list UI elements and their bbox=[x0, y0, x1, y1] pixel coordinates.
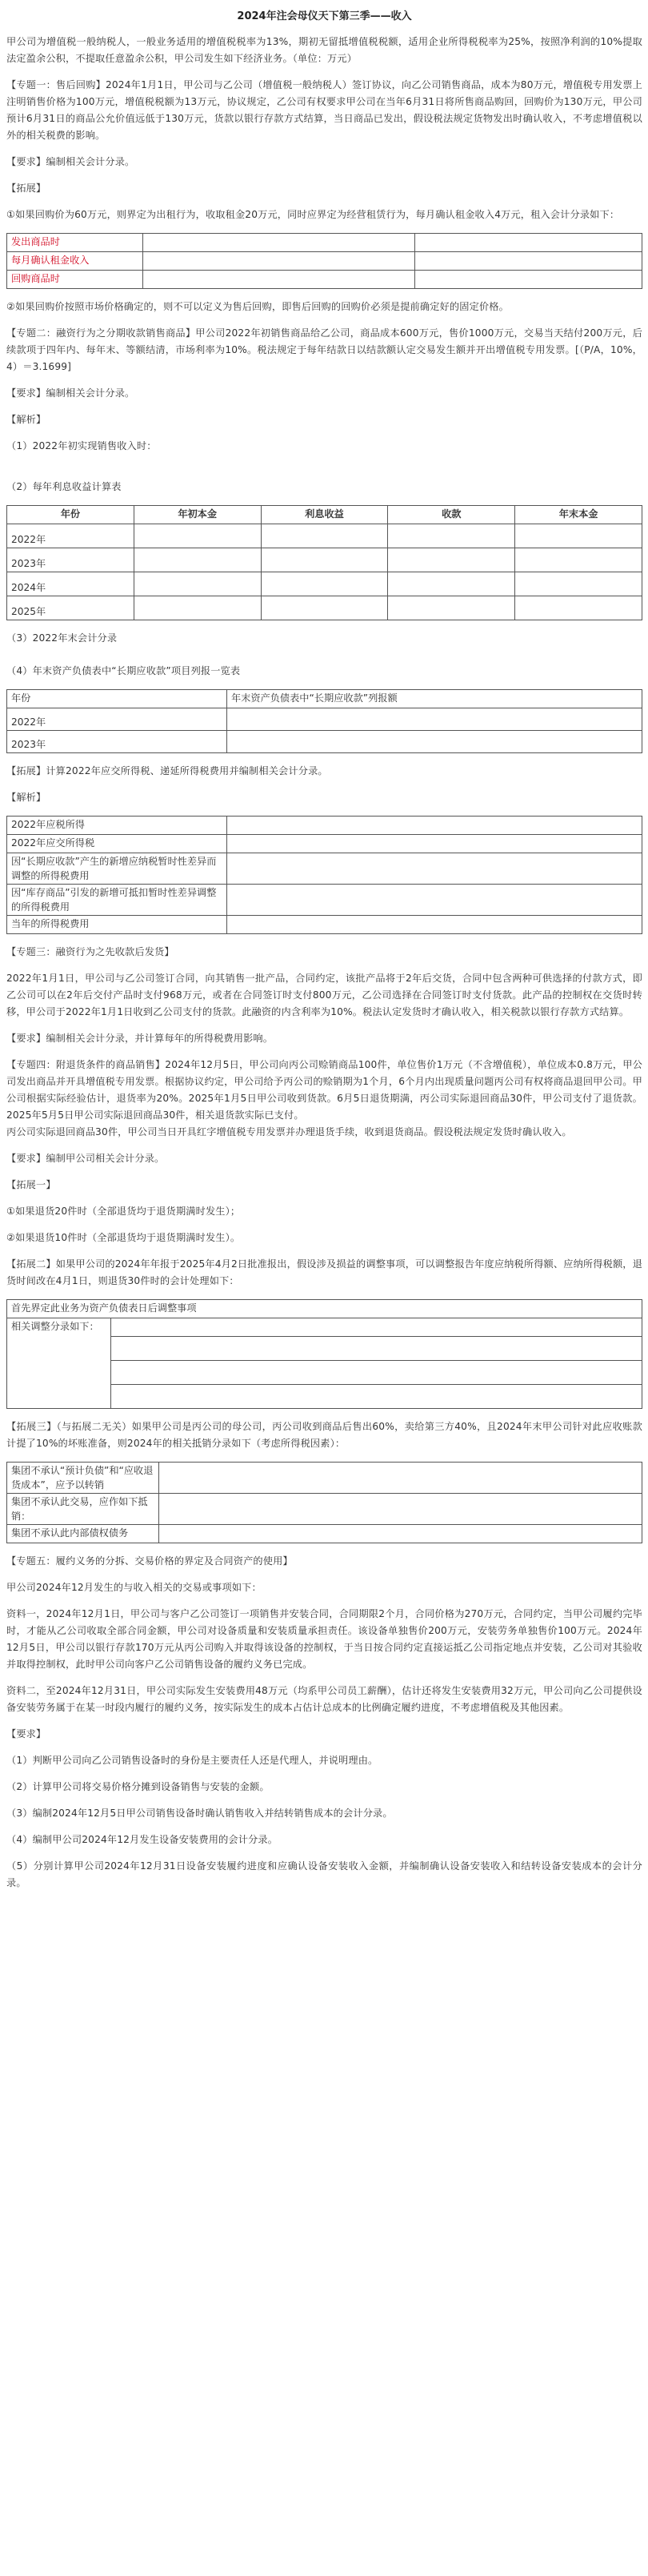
column-header: 年末本金 bbox=[515, 506, 642, 524]
document bbox=[6, 0, 642, 1901]
topic3-paragraph: 2022年1月1日，甲公司与乙公司签订合同，向其销售一批产品，合同约定，该批产品将于2年后交货，合同中包含两种可供选择的付款方式，即乙公司可以在2年后交付产品时支付968万元，或者在合同签订时支付800万元，乙公司选择在合同签订时支付货款。此产品的控制权在交货时转移，甲公司于2022年1月1日收到乙公司支付的货款。此融资的内含利率为10%。税法认定发货时才确认收入，相关税款以银行存款方式结算。 bbox=[6, 973, 642, 1017]
topic5-material1: 资料一，2024年12月1日，甲公司与客户乙公司签订一项销售并安装合同，合同期限2个月，合同价格为270万元，合同约定，当甲公司履约完毕时，才能从乙公司收取全部合同金额，甲公司对设备质量和安装质量承担责任。该设备单独售价200万元，安装劳务单独售价100万元。2024年12月5日，甲公司以银行存款170万元从丙公司购入并取得该设备的控制权，于当日按合同约定直接运抵乙公司指定地点并安装，乙公司对其验收并取得控制权，此时甲公司向客户乙公司销售设备的履约义务已完成。 bbox=[6, 1608, 642, 1670]
topic4-extension1-heading: 【拓展一】 bbox=[6, 1179, 56, 1190]
elimination-table bbox=[6, 1462, 642, 1543]
table-cell: 2024年 bbox=[7, 572, 134, 596]
table-row bbox=[7, 853, 642, 885]
topic1-requirement: 【要求】编制相关会计分录。 bbox=[6, 156, 135, 167]
topic2-step4: （4）年末资产负债表中“长期应收款”项目列报一览表 bbox=[6, 665, 241, 676]
table-cell: 发出商品时 bbox=[7, 234, 143, 252]
table-cell: 2025年 bbox=[7, 596, 134, 620]
topic3-requirement: 【要求】编制相关会计分录，并计算每年的所得税费用影响。 bbox=[6, 1033, 274, 1044]
table-cell: 2022年 bbox=[7, 708, 227, 731]
topic1-extension-1: ①如果回购价为60万元，则界定为出租行为，收取租金20万元，同时应界定为经营租赁行为，每月确认租金收入4万元，租入会计分录如下： bbox=[6, 209, 620, 220]
table-cell: 每月确认租金收入 bbox=[7, 252, 143, 271]
table-row bbox=[7, 1525, 642, 1543]
income-tax-table bbox=[6, 816, 642, 934]
table-cell: 2022年 bbox=[7, 524, 134, 548]
table-row bbox=[7, 1463, 642, 1494]
topic5-heading: 【专题五：履约义务的分拆、交易价格的界定及合同资产的使用】 bbox=[6, 1555, 293, 1567]
topic4-paragraph-cont: 丙公司实际退回商品30件，甲公司当日开具红字增值税专用发票并办理退货手续，收到退货商品。假设税法规定发货时确认收入。 bbox=[6, 1126, 572, 1138]
table-cell: 2022年应交所得税 bbox=[7, 835, 227, 853]
table-row bbox=[7, 524, 642, 548]
topic2-step2: （2）每年利息收益计算表 bbox=[6, 481, 122, 492]
column-header: 年份 bbox=[7, 506, 134, 524]
topic1-entry-table bbox=[6, 233, 642, 289]
table-cell: 当年的所得税费用 bbox=[7, 916, 227, 934]
table-row bbox=[7, 572, 642, 596]
topic4-requirement: 【要求】编制甲公司相关会计分录。 bbox=[6, 1153, 165, 1164]
topic5-material2: 资料二，至2024年12月31日，甲公司实际发生安装费用48万元（均系甲公司员工薪酬），估计还将发生安装费用32万元，甲公司向乙公司提供设备安装劳务属于在某一时段内履行的履约义务，按实际发生的成本占估计总成本的比例确定履约进度，不考虑增值税及其他因素。 bbox=[6, 1685, 642, 1713]
topic4-extension3: 【拓展三】（与拓展二无关）如果甲公司是丙公司的母公司，丙公司收到商品后售出60%，卖给第三方40%，且2024年末甲公司针对此应收账款计提了10%的坏账准备，则2024年的相关抵销分录如下（考虑所得税因素）： bbox=[6, 1421, 642, 1449]
topic2-analysis-heading: 【解析】 bbox=[6, 414, 46, 425]
subsequent-event-table bbox=[6, 1299, 642, 1409]
topic1-paragraph: 【专题一：售后回购】2024年1月1日，甲公司与乙公司（增值税一般纳税人）签订协议，向乙公司销售商品，成本为80万元，增值税专用发票上注明销售价格为100万元，增值税税额为13万元，协议规定，乙公司有权要求甲公司在当年6月31日将所售商品购回，回购价为130万元，甲公司预计6月31日的商品公允价值远低于130万元，货款以银行存款方式结算，当日商品已发出，假设税法规定货物发出时确认收入，不考虑增值税以外的相关税费的影响。 bbox=[6, 79, 642, 141]
topic3-heading: 【专题三：融资行为之先收款后发货】 bbox=[6, 946, 174, 957]
table-row bbox=[7, 1300, 642, 1318]
table-row bbox=[7, 252, 642, 271]
topic5-intro: 甲公司2024年12月发生的与收入相关的交易或事项如下： bbox=[6, 1582, 262, 1593]
topic2-requirement: 【要求】编制相关会计分录。 bbox=[6, 387, 135, 399]
topic5-req3: （3）编制2024年12月5日甲公司销售设备时确认销售收入并结转销售成本的会计分录。 bbox=[6, 1808, 393, 1819]
table-cell: 2022年应税所得 bbox=[7, 817, 227, 835]
table-row bbox=[7, 817, 642, 835]
table-cell: 2023年 bbox=[7, 731, 227, 753]
topic4-extension1-a: ①如果退货20件时（全部退货均于退货期满时发生）； bbox=[6, 1206, 241, 1217]
topic5-req2: （2）计算甲公司将交易价格分摊到设备销售与安装的金额。 bbox=[6, 1781, 270, 1792]
topic2-step1: （1）2022年初实现销售收入时： bbox=[6, 440, 157, 451]
topic4-extension1-b: ②如果退货10件时（全部退货均于退货期满时发生）。 bbox=[6, 1232, 241, 1243]
topic1-extension-heading: 【拓展】 bbox=[6, 183, 46, 194]
table-row bbox=[7, 916, 642, 934]
table-row bbox=[7, 708, 642, 731]
topic5-req4: （4）编制甲公司2024年12月发生设备安装费用的会计分录。 bbox=[6, 1834, 278, 1845]
intro-paragraph: 甲公司为增值税一般纳税人，一般业务适用的增值税税率为13%，期初无留抵增值税税额，适用企业所得税税率为25%，按照净利润的10%提取法定盈余公积，不提取任意盈余公积，甲公司发生如下经济业务。（单位：万元） bbox=[6, 36, 642, 64]
topic4-paragraph: 【专题四：附退货条件的商品销售】2024年12月5日，甲公司向丙公司赊销商品100件，单位售价1万元（不含增值税），单位成本0.8万元，甲公司发出商品并开具增值税专用发票。根据协议约定，甲公司给予丙公司的赊销期为1个月，6个月内出现质量问题丙公司有权将商品退回甲公司。甲公司根据实际经验估计，退货率为20%。2025年1月5日甲公司收到货款。6月5日退货期满，丙公司实际退回商品30件，甲公司支付了退货款。2025年5月5日甲公司实际退回商品30件，相关退货款实际已支付。 bbox=[6, 1059, 642, 1121]
topic1-extension-2: ②如果回购价按照市场价格确定的，则不可以定义为售后回购，即售后回购的回购价必须是提前确定好的固定价格。 bbox=[6, 301, 509, 312]
interest-table bbox=[6, 505, 642, 620]
table-cell: 2023年 bbox=[7, 548, 134, 572]
column-header: 年份 bbox=[7, 690, 227, 708]
topic5-req5: （5）分别计算甲公司2024年12月31日设备安装履约进度和应确认设备安装收入金额，并编制确认设备安装收入和结转设备安装成本的会计分录。 bbox=[6, 1860, 642, 1888]
topic2-step3: （3）2022年末会计分录 bbox=[6, 632, 118, 644]
column-header: 年初本金 bbox=[134, 506, 261, 524]
table-row bbox=[7, 234, 642, 252]
long-term-receivable-table bbox=[6, 689, 642, 753]
topic5-requirement: 【要求】 bbox=[6, 1728, 46, 1739]
table-row bbox=[7, 835, 642, 853]
table-row bbox=[7, 1318, 642, 1337]
topic4-extension2: 【拓展二】如果甲公司的2024年年报于2025年4月2日批准报出，假设涉及损益的调整事项，可以调整报告年度应纳税所得额、应纳所得税额，退货时间改在4月1日，则退货30件时的会计处理如下： bbox=[6, 1258, 642, 1286]
topic2-extension: 【拓展】计算2022年应交所得税、递延所得税费用并编制相关会计分录。 bbox=[6, 765, 328, 776]
table-cell: 因“库存商品”引发的新增可抵扣暂时性差异调整的所得税费用 bbox=[7, 885, 227, 916]
table-cell: 集团不承认“预计负债”和“应收退货成本”，应予以转销 bbox=[7, 1463, 159, 1494]
table-cell: 集团不承认此交易，应作如下抵销： bbox=[7, 1494, 159, 1525]
table-cell: 首先界定此业务为资产负债表日后调整事项 bbox=[7, 1300, 642, 1318]
column-header: 利息收益 bbox=[261, 506, 388, 524]
table-row bbox=[7, 1494, 642, 1525]
column-header: 收款 bbox=[388, 506, 515, 524]
table-row bbox=[7, 885, 642, 916]
topic2-analysis2-heading: 【解析】 bbox=[6, 792, 46, 803]
table-cell: 集团不承认此内部债权债务 bbox=[7, 1525, 159, 1543]
table-cell: 因“长期应收款”产生的新增应纳税暂时性差异而调整的所得税费用 bbox=[7, 853, 227, 885]
topic5-req1: （1）判断甲公司向乙公司销售设备时的身份是主要责任人还是代理人，并说明理由。 bbox=[6, 1755, 378, 1766]
page-title: 2024年注会母仪天下第三季——收入 bbox=[237, 10, 412, 22]
table-row bbox=[7, 596, 642, 620]
table-row bbox=[7, 271, 642, 289]
column-header: 年末资产负债表中“长期应收款”列报额 bbox=[227, 690, 642, 708]
table-row bbox=[7, 731, 642, 753]
table-header-row bbox=[7, 690, 642, 708]
table-row bbox=[7, 548, 642, 572]
topic2-paragraph: 【专题二：融资行为之分期收款销售商品】甲公司2022年初销售商品给乙公司，商品成本600万元，售价1000万元，交易当天结付200万元，后续款项于四年内、每年末、等额结清，市场利率为10%。税法规定于每年结款日以结款额认定交易发生额并开出增值税专用发票。[（P/A，10%，4）＝3.1699] bbox=[6, 327, 642, 372]
table-cell: 回购商品时 bbox=[7, 271, 143, 289]
table-header-row bbox=[7, 506, 642, 524]
table-cell: 相关调整分录如下： bbox=[7, 1318, 111, 1409]
